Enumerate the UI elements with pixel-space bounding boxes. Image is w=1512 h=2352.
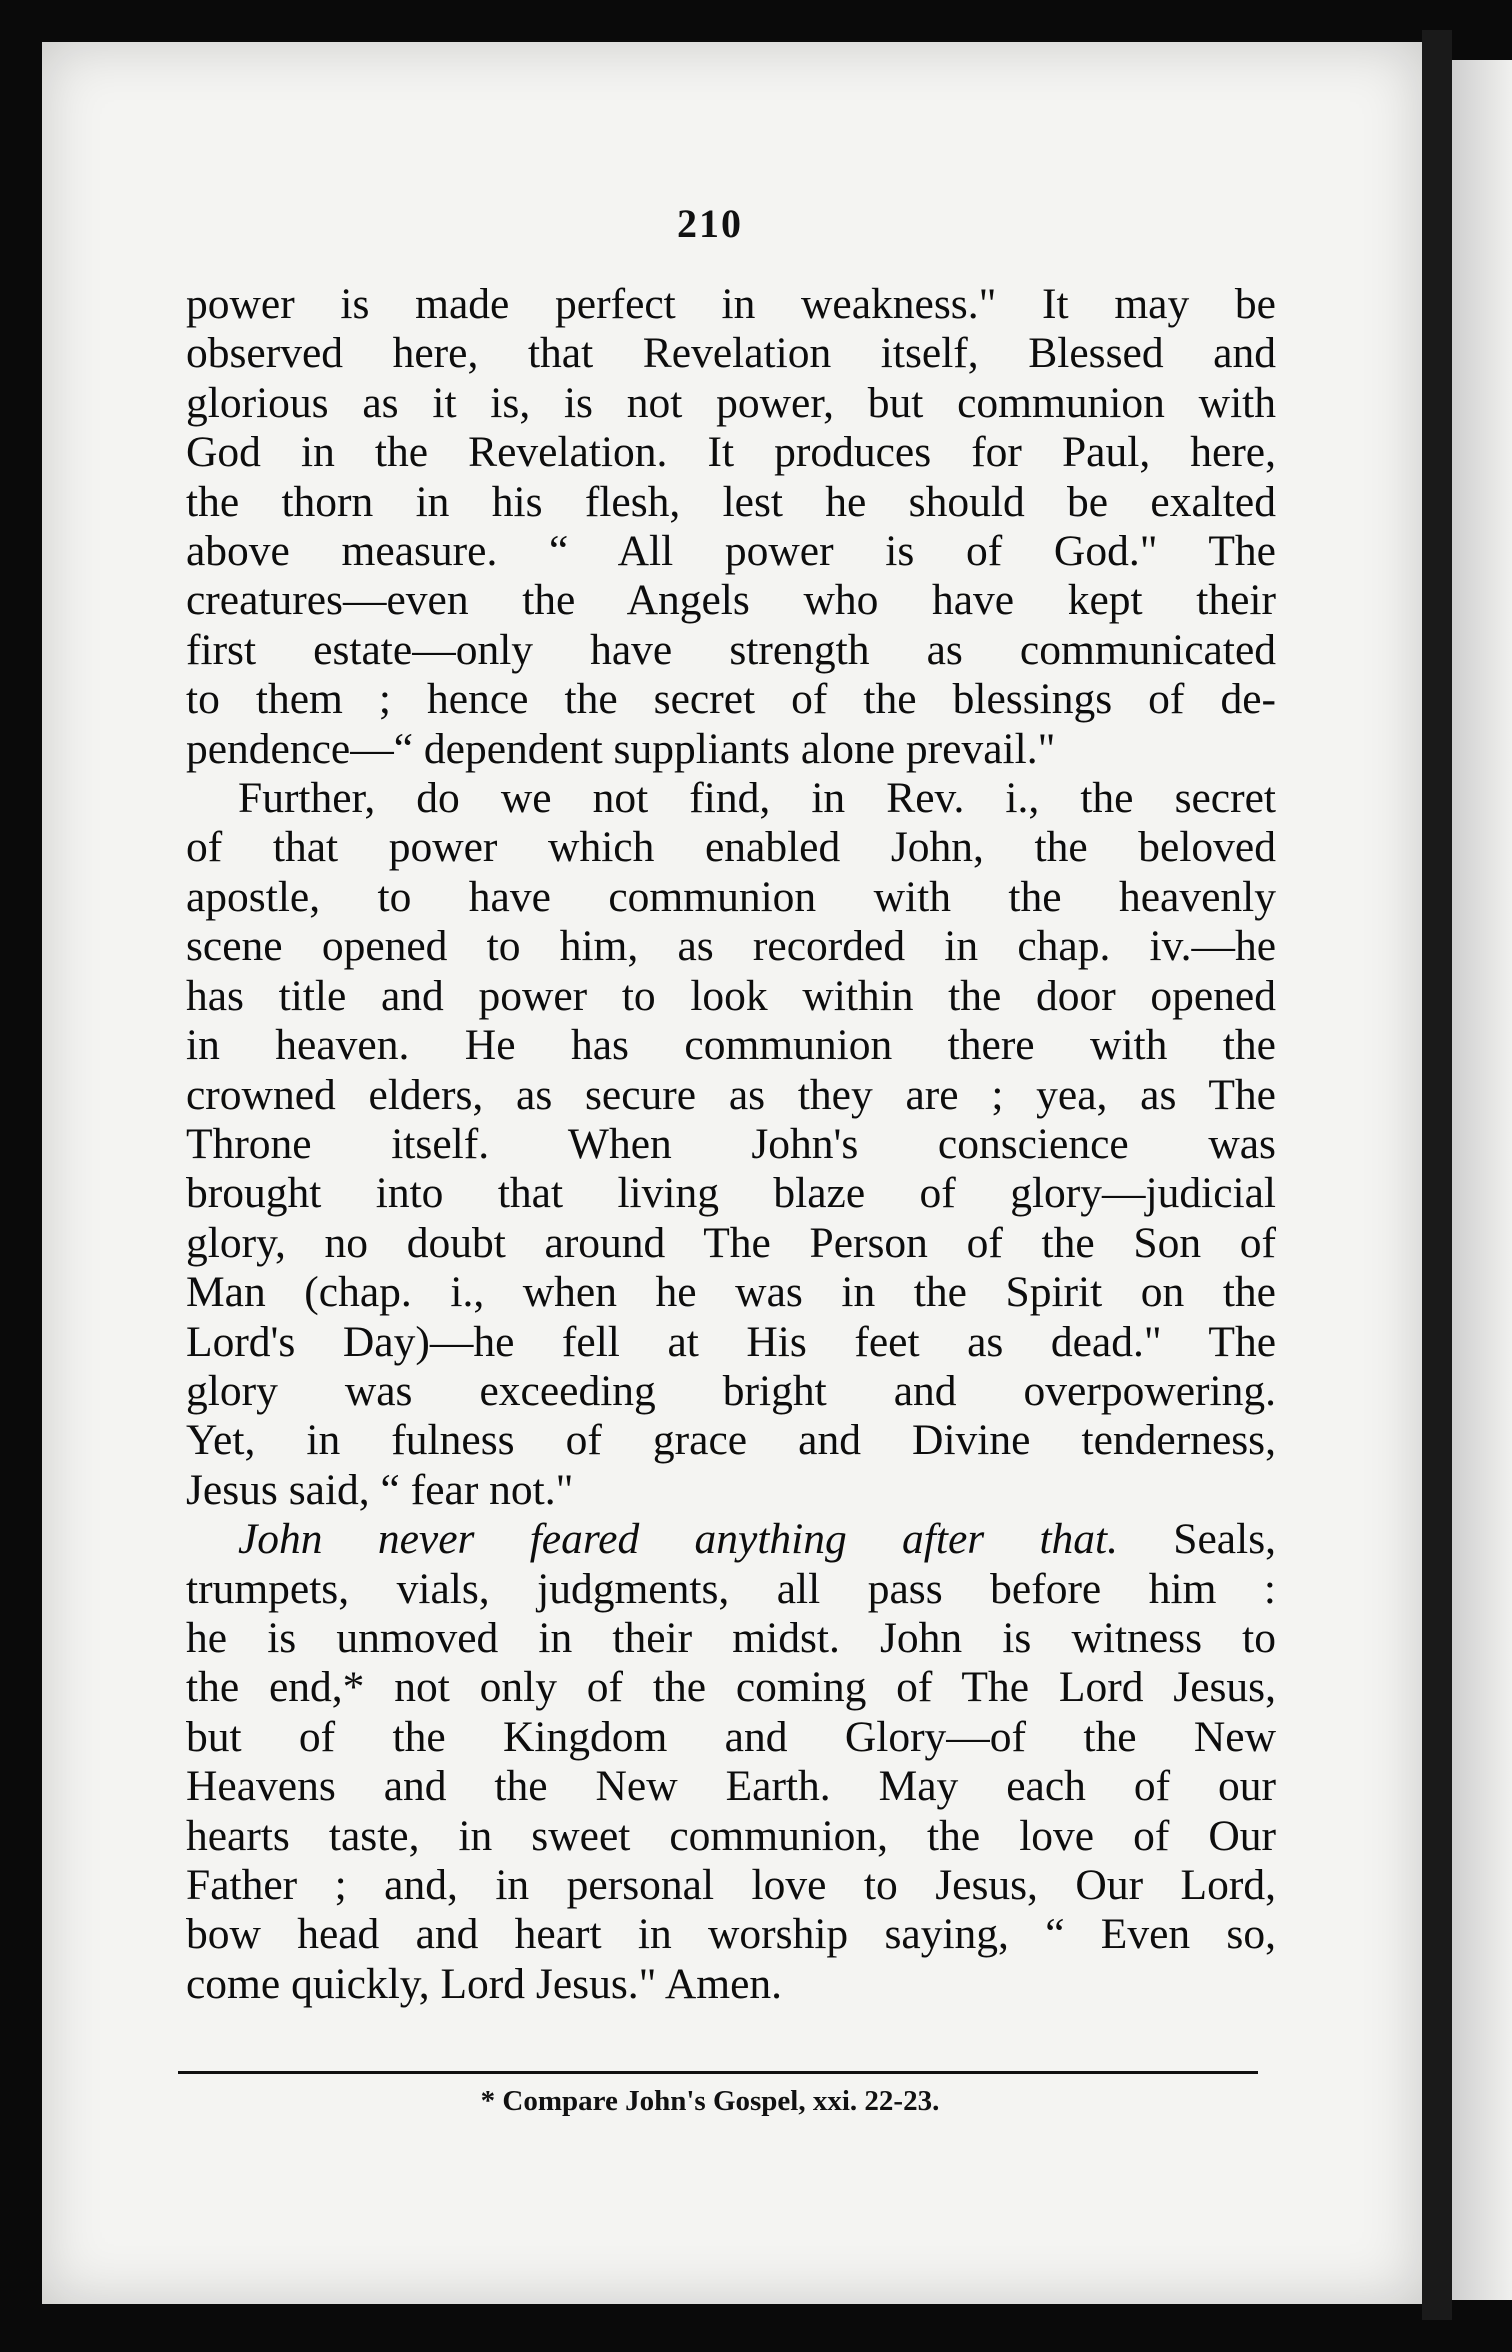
- text-line: but of the Kingdom and Glory—of the New: [186, 1712, 1276, 1761]
- italic-lead: John never feared anything after that.: [238, 1515, 1119, 1564]
- text-line: trumpets, vials, judgments, all pass before him :: [186, 1564, 1276, 1613]
- text-line: Throne itself. When John's conscience was: [186, 1119, 1276, 1168]
- text-line: God in the Revelation. It produces for Paul, here,: [186, 428, 1276, 477]
- text-line: to them ; hence the secret of the blessings of de-: [186, 675, 1276, 724]
- text-line: hearts taste, in sweet communion, the love of Our: [186, 1811, 1276, 1860]
- text-line: crowned elders, as secure as they are ; yea, as The: [186, 1070, 1276, 1119]
- paragraph-3: [186, 1515, 1276, 2009]
- lead-rest: Seals,: [1118, 1515, 1276, 1564]
- text-line: observed here, that Revelation itself, Blessed and: [186, 329, 1276, 378]
- text-line: has title and power to look within the door opened: [186, 971, 1276, 1020]
- text-line: brought into that living blaze of glory—judicial: [186, 1169, 1276, 1218]
- text-line: Father ; and, in personal love to Jesus, Our Lord,: [186, 1861, 1276, 1909]
- text-line: Jesus said, “ fear not.": [186, 1465, 574, 1514]
- text-line: apostle, to have communion with the heavenly: [186, 872, 1276, 921]
- body-text: [186, 280, 1276, 2009]
- text-line: glory, no doubt around The Person of the Son of: [186, 1218, 1276, 1267]
- text-line: creatures—even the Angels who have kept their: [186, 576, 1276, 625]
- text-line: above measure. “ All power is of God." The: [186, 527, 1276, 576]
- text-line: the thorn in his flesh, lest he should be exalted: [186, 477, 1276, 526]
- text-line: glory was exceeding bright and overpowering.: [186, 1366, 1276, 1415]
- text-line: come quickly, Lord Jesus." Amen.: [186, 1959, 783, 2008]
- text-line: [186, 1515, 1276, 1564]
- text-line: scene opened to him, as recorded in chap. iv.—he: [186, 922, 1276, 971]
- footnote-divider: [178, 2071, 1258, 2074]
- text-line: pendence—“ dependent suppliants alone prevail.": [186, 724, 1056, 773]
- text-line: first estate—only have strength as communicated: [186, 625, 1276, 674]
- text-line: he is unmoved in their midst. John is witness to: [186, 1613, 1276, 1662]
- text-line: Further, do we not find, in Rev. i., the secret: [238, 774, 1276, 823]
- text-line: power is made perfect in weakness." It may be: [186, 280, 1276, 328]
- text-line: in heaven. He has communion there with the: [186, 1021, 1276, 1070]
- adjacent-page-edge: [1452, 60, 1512, 2300]
- text-line: Yet, in fulness of grace and Divine tenderness,: [186, 1416, 1276, 1465]
- text-line: of that power which enabled John, the beloved: [186, 823, 1276, 872]
- book-spine: [1422, 30, 1452, 2320]
- text-line: glorious as it is, is not power, but communion with: [186, 378, 1276, 427]
- text-line: Heavens and the New Earth. May each of our: [186, 1762, 1276, 1811]
- paragraph-2: [186, 774, 1276, 1515]
- text-line: bow head and heart in worship saying, “ Even so,: [186, 1910, 1276, 1959]
- paragraph-1: [186, 280, 1276, 774]
- page-number: 210: [677, 201, 743, 246]
- text-line: the end,* not only of the coming of The Lord Jesus,: [186, 1663, 1276, 1712]
- text-line: Lord's Day)—he fell at His feet as dead." The: [186, 1317, 1276, 1366]
- footnote: * Compare John's Gospel, xxi. 22-23.: [480, 2085, 940, 2117]
- text-line: Man (chap. i., when he was in the Spirit on the: [186, 1268, 1276, 1317]
